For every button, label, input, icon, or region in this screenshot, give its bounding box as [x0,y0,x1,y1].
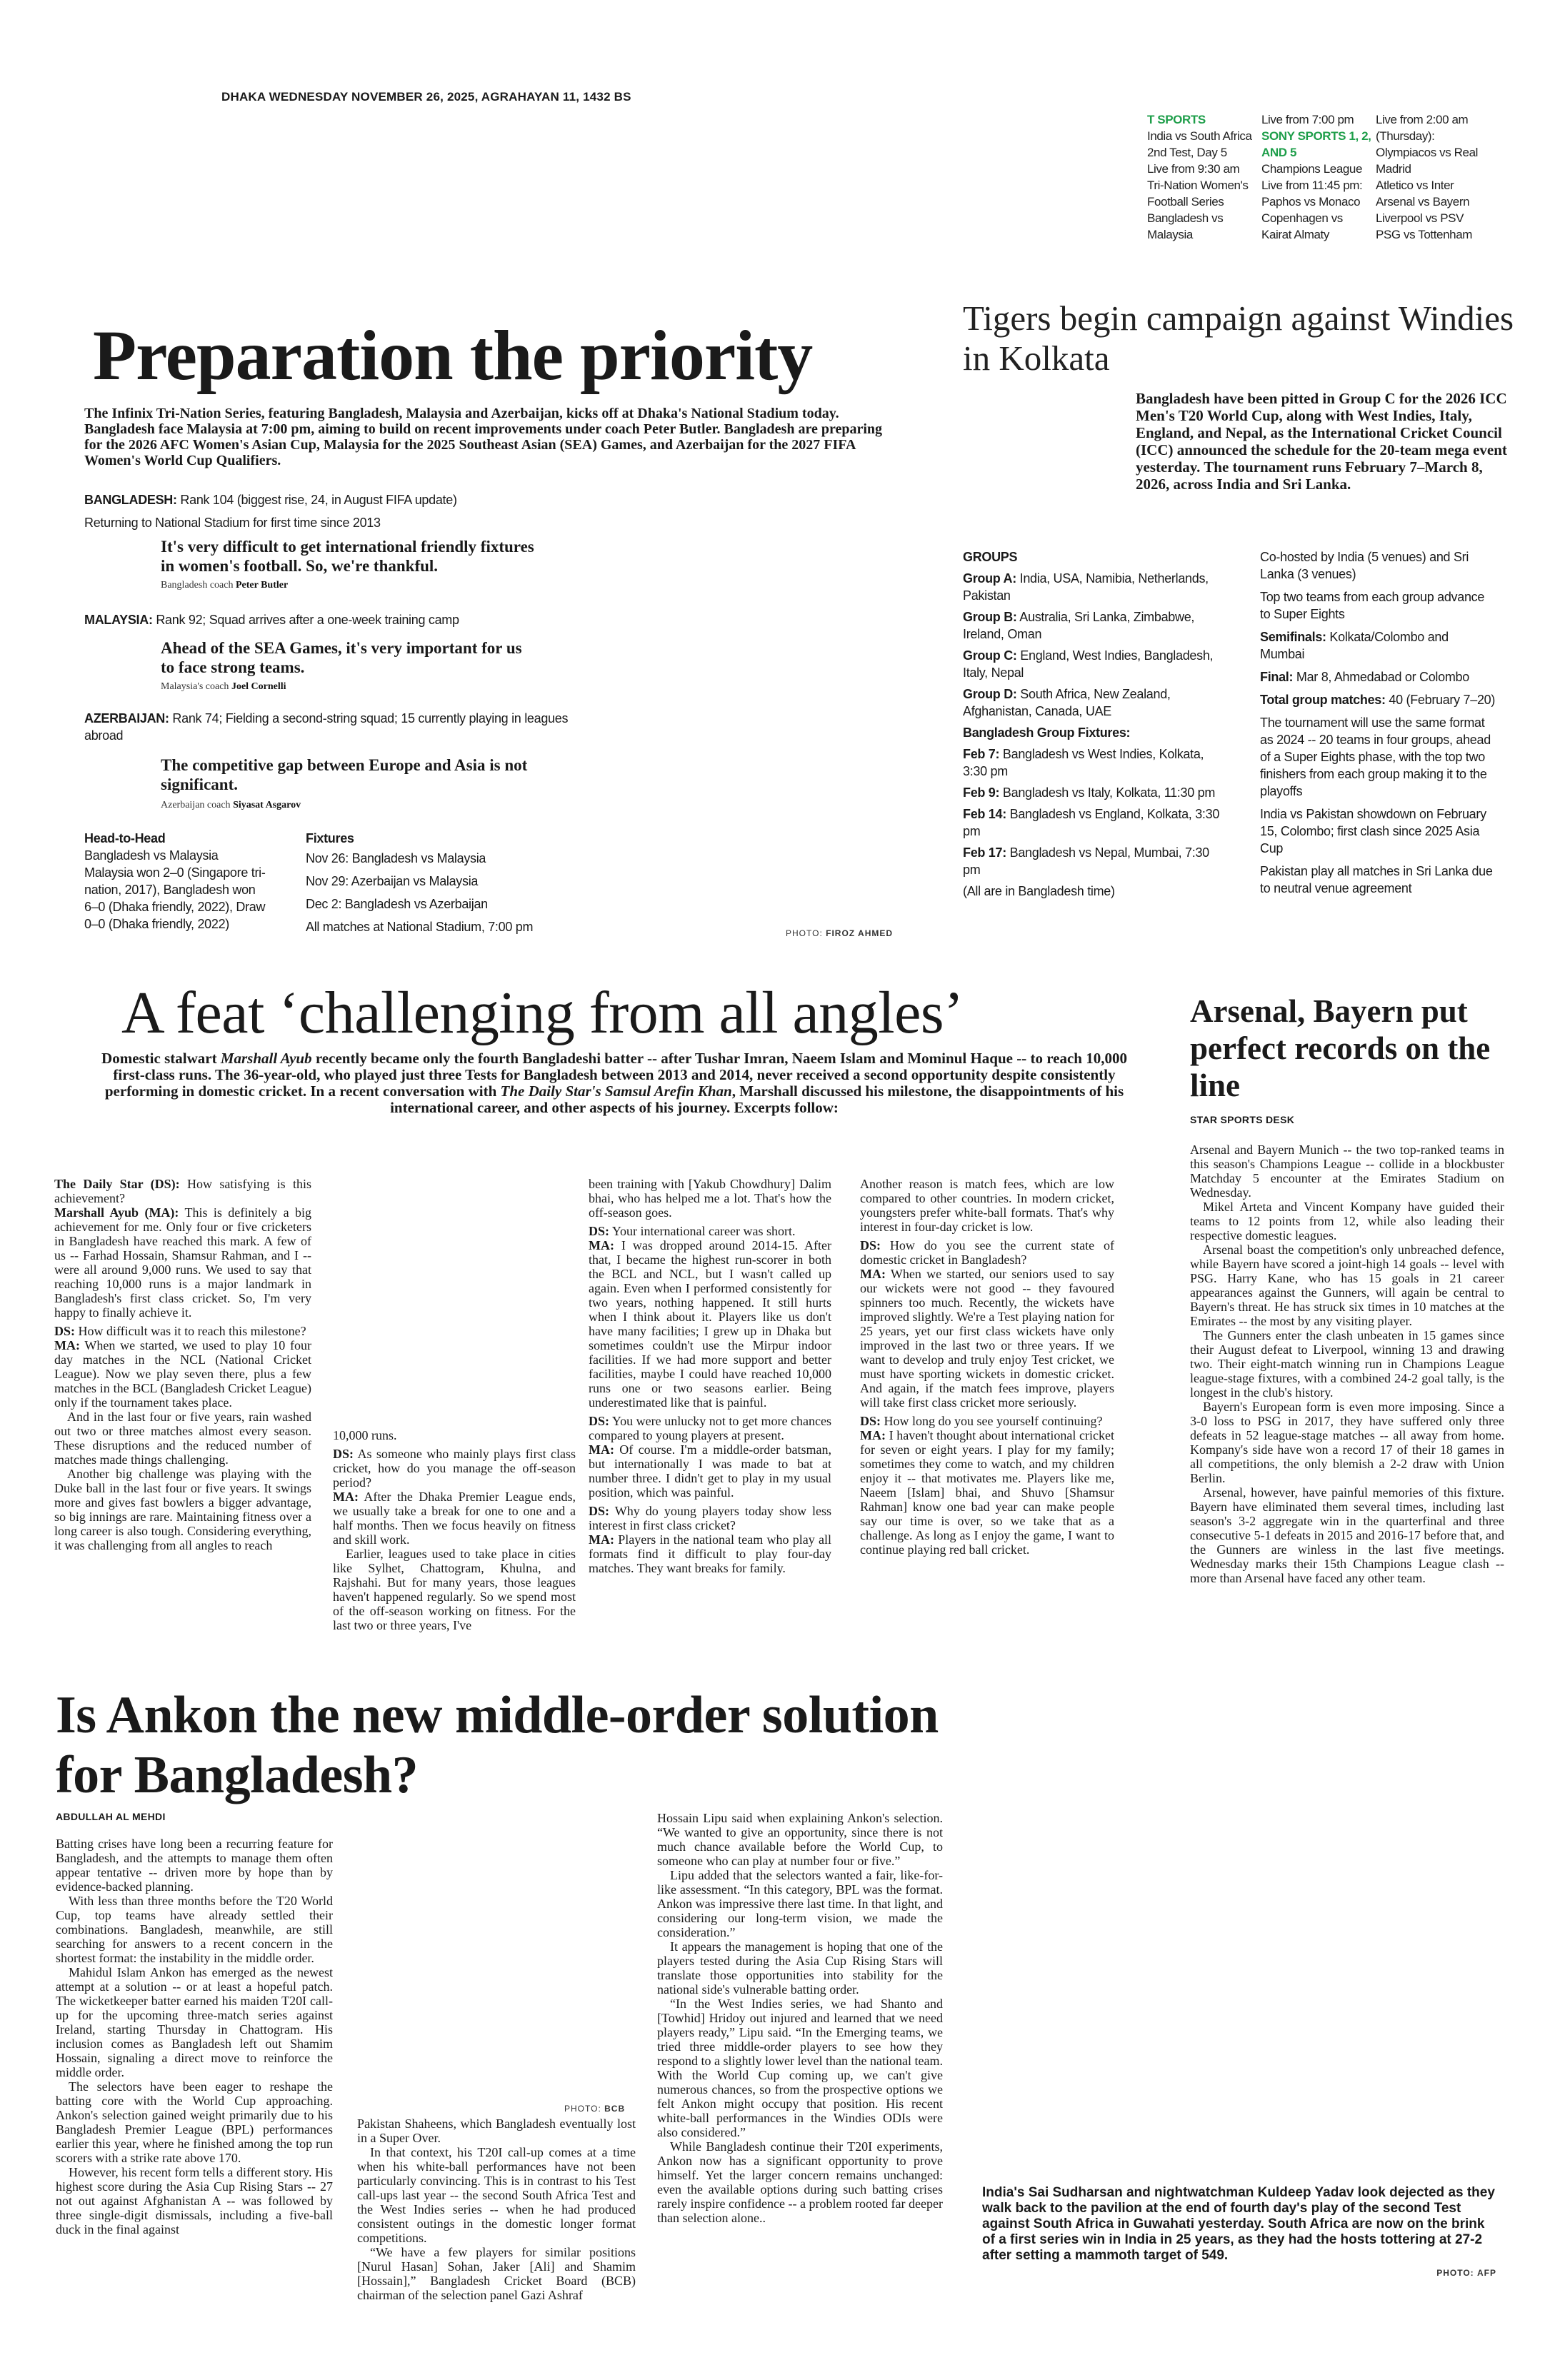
photo-credit [564,2104,625,2114]
paragraph: While Bangladesh continue their T20I experiments, Ankon now has a significant opportunity to prove himself. Yet the larger concern remains unchanged: even the available options during such batting crises rarely inspire confidence -- a problem rooted far deeper than selection alone.. [657,2139,943,2225]
speaker-label: DS: [333,1447,354,1461]
question: Your international career was short. [609,1224,796,1238]
speaker-label: DS: [589,1504,610,1518]
answer-paragraph: And in the last four or five years, rain washed out two or three matches almost every season. These disruptions and the reduced number of matches made things challenging. [54,1410,311,1467]
story5-col-2 [357,2117,636,2302]
tv-line: Copenhagen vs [1261,211,1343,225]
interview-col-2 [333,1428,576,1632]
speaker-label: DS: [589,1414,610,1428]
tv-line: Olympiacos vs Real [1376,146,1479,159]
head-to-head [84,830,270,933]
answer: When we started, we used to play 10 four day matches in the NCL (National Cricket League). Now we play seven there, plus a few matches in the BCL (Bangladesh Cricket League) only if the tournament takes place. [54,1338,311,1410]
answer: This is definitely a big achievement for me. Only four or five cricketers in Bangladesh have reached this mark. A few of us -- Farhad Hossain, Shamsur Rahman, and I -- were all around 9,000 runs. We used to say that reaching 10,000 runs is a major landmark in Bangladesh's first class cricket. So, I'm very happy to finally achieve it. [54,1205,311,1320]
team-stat: Rank 74; Fielding a second-string squad; 15 currently playing in leagues abroad [84,711,569,743]
story3-headline: A feat ‘challenging from all angles’ [121,980,964,1046]
team-stat: Rank 92; Squad arrives after a one-week training camp [152,613,459,627]
speaker-label: MA: [333,1490,359,1504]
story4-headline: Arsenal, Bayern put perfect records on the line [1190,993,1491,1103]
fixture-item: Nov 26: Bangladesh vs Malaysia [306,851,486,865]
story5-col-1 [56,1837,333,2236]
tv-line: India vs South Africa [1147,129,1252,143]
story4-byline: STAR SPORTS DESK [1190,1114,1295,1125]
paragraph: In that context, his T20I call-up comes at a time when his white-ball performances have not been particularly convincing. This is in contrast to his Test call-ups last year -- the second South Africa Test and the West Indies series -- when he had produced consistent outings in the domestic longer format competitions. [357,2145,636,2245]
asgarov-quote: The competitive gap between Europe and Asia is not significant. [161,756,528,793]
fixtures [306,830,591,935]
speaker-label: DS: [589,1224,610,1238]
attr-role: Malaysia's coach [161,681,231,692]
speaker-label: MA: [54,1338,80,1352]
group-teams: England, West Indies, Bangladesh, Italy, Nepal [963,648,1214,680]
h2h-title: Head-to-Head [84,831,166,845]
dek-text: recently became only the fourth Bangladeshi batter -- after Tushar Imran, Naeem Islam and Mominul Haque -- to reach 10,000 first-class runs. The 36-year-old, who played just three Tests for Bangladesh between 2013 and 2014, never received a second opportunity despite consistently performing in domestic cricket. In a recent conversation with [104,1050,1127,1100]
tv-line: Live from 9:30 am [1147,162,1240,176]
interview-col-3 [589,1177,831,1575]
tv-line: Arsenal vs Bayern [1376,195,1470,209]
bangladesh-stat-2: Returning to National Stadium for first time since 2013 [84,516,381,530]
fact-text: 40 (February 7–20) [1385,693,1496,707]
bd-fixtures-title: Bangladesh Group Fixtures: [963,725,1131,740]
answer: Players in the national team who play all formats find it difficult to play four-day matches. They want breaks for family. [589,1532,831,1575]
group-label: Group D: [963,687,1017,701]
paragraph: Pakistan Shaheens, which Bangladesh eventually lost in a Super Over. [357,2117,636,2145]
tv-line: Liverpool vs PSV [1376,211,1464,225]
fixture-date: Feb 7: [963,747,1000,761]
fixtures-note: (All are in Bangladesh time) [963,884,1115,898]
answer-paragraph: Earlier, leagues used to take place in cities like Sylhet, Chattogram, Khulna, and Rajshahi. But for many years, those leagues haven't happened regularly. So we spend most of the off-season working on fitness. For the last two or three years, I've [333,1547,576,1632]
speaker-label: MA: [860,1267,886,1281]
paragraph: With less than three months before the T20 World Cup, top teams have already settled their combinations. Bangladesh, meanwhile, are still searching for answers to a recent concern in the shortest format: the instability in the middle order. [56,1894,333,1965]
fact-label: Final: [1260,670,1294,684]
group-item [963,686,1220,720]
credit-name: AFP [1477,2268,1496,2278]
fact-text: Mar 8, Ahmedabad or Colombo [1293,670,1469,684]
question: How difficult was it to reach this milestone? [75,1324,306,1338]
speaker-label: The Daily Star (DS): [54,1177,180,1191]
credit-label: PHOTO: [1436,2268,1474,2278]
paragraph: The selectors have been eager to reshape the batting core with the World Cup approaching. Ankon's selection gained weight primarily due to his Bangladesh Premier League (BPL) performances earlier this year, where he finished among the top run scorers with a strike rate above 170. [56,2079,333,2165]
tv-line: PSG vs Tottenham [1376,228,1473,241]
answer-paragraph: Another big challenge was playing with the Duke ball in the last four or five years. It swings more and gives fast bowlers a bigger advantage, so big innings are rare. Maintaining fitness over a long career is also tough. Considering everything, it was challenging from all angles to reach [54,1467,311,1552]
dek-text: , Marshall discussed his milestone, the disappointments of his international career, and other aspects of his journey. Excerpts follow: [390,1083,1124,1116]
speaker-label: MA: [589,1532,614,1547]
channel-name: T SPORTS [1147,113,1206,126]
h2h-text: Bangladesh vs Malaysia Malaysia won 2–0 (Singapore tri-nation, 2017), Bangladesh won 6–0 (Dhaka friendly, 2022), Draw 0–0 (Dhaka friendly, 2022) [84,848,266,931]
paragraph: Arsenal boast the competition's only unbreached defence, while Bayern have scored a joint-high 14 goals -- level with PSG. Harry Kane, who has 15 goals in 21 career appearances against the Gunners, will again be central to Bayern's threat. He has struck six times in 10 matches at the Emirates -- the most by any visiting player. [1190,1242,1504,1328]
bd-fixture [963,805,1220,840]
story2-headline: Tigers begin campaign against Windies in Kolkata [963,298,1514,378]
fixture-date: Feb 17: [963,845,1006,860]
group-label: Group A: [963,571,1016,586]
paragraph: Hossain Lipu said when explaining Ankon's selection. “We wanted to give an opportunity, since there is not much chance available before the World Cup, to someone who can play at number four or five.” [657,1811,943,1868]
tv-line: Bangladesh vs [1147,211,1224,225]
attr-name: Siyasat Asgarov [233,800,301,810]
tv-line: Live from 2:00 am [1376,113,1469,126]
speaker-label: Marshall Ayub (MA): [54,1205,179,1220]
fixture-detail: Bangladesh vs West Indies, Kolkata, 3:30 pm [963,747,1204,778]
tv-line: Tri-Nation Women's [1147,179,1249,192]
paragraph: Bayern's European form is even more imposing. Since a 3-0 loss to PSG in 2017, they have suffered only three defeats in 52 league-stage matches -- all away from home. Kompany's side have won a record 17 of their 18 games in all competitions, the only blemish a 2-2 draw with Union Berlin. [1190,1400,1504,1485]
quote-attribution [161,800,301,811]
answer: After the Dhaka Premier League ends, we usually take a break for one to one and a half months. Then we focus heavily on fitness and skill work. [333,1490,576,1547]
answer: When we started, our seniors used to say our wickets were not good -- they favoured spinners too much. Recently, the wickets have improved slightly. We're a Test playing nation for 25 years, yet our first class wickets have only improved in the last two or three years. If we want to develop and truly enjoy Test cricket, we must have sporting wickets in domestic cricket. And again, if the match fees improve, players will take first class cricket more seriously. [860,1267,1114,1410]
paragraph: It appears the management is hoping that one of the players tested during the Asia Cup Rising Stars will translate those opportunities into stability for the national side's vulnerable batting order. [657,1939,943,1997]
answer: Of course. I'm a middle-order batsman, but internationally I was made to bat at number three. I didn't get to play in my usual position, which was painful. [589,1442,831,1500]
tv-line: Atletico vs Inter [1376,179,1454,192]
credit-name: FIROZ AHMED [826,928,894,938]
groups-title: GROUPS [963,550,1018,564]
story1-dek: The Infinix Tri-Nation Series, featuring Bangladesh, Malaysia and Azerbaijan, kicks off at Dhaka's National Stadium today. Bangladesh face Malaysia at 7:00 pm, aiming to build on recent improvements under coach Peter Butler. Bangladesh are preparing for the 2026 AFC Women's Asian Cup, Malaysia for the 2025 Southeast Asian (SEA) Games, and Azerbaijan for the 2027 FIFA Women's World Cup Qualifiers. [84,406,883,468]
paragraph: “In the West Indies series, we had Shanto and [Towhid] Hridoy out injured and learned that we need players ready,” Lipu said. “In the Emerging teams, we tried three middle-order players to see how they respond to a slightly lower level than the national team. With the World Cup coming up, we can't give numerous chances, so from the prospective options we felt Ankon might occupy that position. His recent white-ball performances in the Windies ODIs were also considered.” [657,1997,943,2139]
story4-body [1190,1143,1504,1585]
group-item [963,608,1220,643]
fixture-detail: Bangladesh vs Italy, Kolkata, 11:30 pm [999,785,1216,800]
credit-label: PHOTO: [786,928,823,938]
group-teams: India, USA, Namibia, Netherlands, Pakistan [963,571,1209,603]
group-teams: Australia, Sri Lanka, Zimbabwe, Ireland, Oman [963,610,1195,641]
paragraph: However, his recent form tells a different story. His highest score during the Asia Cup Rising Stars -- 27 not out against Afghanistan A -- was followed by three single-digit dismissals, including a five-ball duck in the final against [56,2165,333,2236]
tv-line: Kairat Almaty [1261,228,1329,241]
tv-line: Paphos vs Monaco [1261,195,1361,209]
fixtures-title: Fixtures [306,831,354,845]
speaker-label: MA: [589,1238,614,1252]
malaysia-stat [84,611,584,628]
tv-line: Madrid [1376,162,1411,176]
photo-credit [982,2265,1496,2281]
question: How satisfying is this achievement? [54,1177,312,1205]
speaker-label: MA: [860,1428,886,1442]
bd-fixture [963,745,1220,780]
bd-fixture [963,844,1220,878]
paragraph: Lipu added that the selectors wanted a fair, like-for-like assessment. “In this category, BPL was the format. Ankon was impressive there last time. In that light, and considering our long-term vision, we made the consideration.” [657,1868,943,1939]
photo-credit [786,928,893,938]
story2-dek: Bangladesh have been pitted in Group C for the 2026 ICC Men's T20 World Cup, along with West Indies, Italy, England, and Nepal, as the International Cricket Council (ICC) announced the schedule for the 20-team mega event yesterday. The tournament runs February 7–March 8, 2026, across India and Sri Lanka. [1136,390,1507,493]
caption-text: India's Sai Sudharsan and nightwatchman Kuldeep Yadav look dejected as they walk back to the pavilion at the end of fourth day's play of the second Test against South Africa in Guwahati yesterday. South Africa are now on the brink of a first series win in India in 25 years, as they had the hosts tottering at 27-2 after setting a mammoth target of 549. [982,2185,1495,2263]
team-stat: Rank 104 (biggest rise, 24, in August FIFA update) [176,493,457,507]
fixture-item: Nov 29: Azerbaijan vs Malaysia [306,874,479,888]
fixture-date: Feb 14: [963,807,1006,821]
fact-label: Semifinals: [1260,630,1326,644]
answer: I haven't thought about international cricket for seven or eight years. I play for my family; sometimes they come to watch, and my children enjoy it -- that motivates me. Players like me, Naeem [Islam] bhai, and Shuvo [Shamsur Rahman] know one bad year can make people say our time is over, so we take that as a challenge. As long as I enjoy the game, I want to continue playing red ball cricket. [860,1428,1114,1557]
tv-line: Champions League [1261,162,1363,176]
group-teams: South Africa, New Zealand, Afghanistan, Canada, UAE [963,687,1171,718]
attr-role: Bangladesh coach [161,580,236,591]
story5-headline: Is Ankon the new middle-order solution for Bangladesh? [56,1686,939,1804]
fixture-item: Dec 2: Bangladesh vs Azerbaijan [306,897,488,911]
answer-paragraph: Another reason is match fees, which are low compared to other countries. In modern cricket, youngsters prefer white-ball formats. That's why interest in four-day cricket is low. [860,1177,1114,1234]
paragraph: Arsenal, however, have painful memories of this fixture. Bayern have eliminated them several times, including last season's 3-2 aggregate win in the quarterfinal and three consecutive 5-1 defeats in 2015 and 2016-17 before that, and the Gunners are winless in the last five meetings. Wednesday marks their 15th Champions League clash -- more than Arsenal have faced any other team. [1190,1485,1504,1585]
group-label: Group B: [963,610,1017,624]
story5-byline: ABDULLAH AL MEHDI [56,1811,166,1822]
speaker-label: DS: [54,1324,76,1338]
paragraph: “We have a few players for similar positions [Nurul Hasan] Sohan, Jaker [Ali] and Shamim [Hossain],” Bangladesh Cricket Board (BCB) chairman of the selection panel Gazi Ashraf [357,2245,636,2302]
fact-item [1260,668,1496,686]
group-label: Group C: [963,648,1017,663]
question: How do you see the current state of domestic cricket in Bangladesh? [860,1238,1114,1267]
answer: I was dropped around 2014-15. After that, I became the highest run-scorer in both the BCL and NCL, but I wasn't called up again. Even when I performed consistently for two years, nothing happened. It still hurts when I think about it. Players like us don't have many facilities; I grew up in Dhaka but sometimes couldn't use the Mirpur indoor facilities. If we had more support and better facilities, maybe I could have reached 10,000 runs one or two seasons earlier. Being underestimated like that is painful. [589,1238,831,1410]
fact-item: India vs Pakistan showdown on February 15, Colombo; first clash since 2025 Asia Cup [1260,807,1486,855]
paragraph: The Gunners enter the clash unbeaten in 15 games since their August defeat to Liverpool, winning 13 and drawing two. Their eight-match winning run in Champions League league-stage fixtures, with a combined 24-2 goal tally, is the longest in the club's history. [1190,1328,1504,1400]
bangladesh-stat [84,491,584,508]
paragraph: Arsenal and Bayern Munich -- the two top-ranked teams in this season's Champions League -- collide in a blockbuster Matchday 5 encounter at the Emirates Stadium on Wednesday. [1190,1143,1504,1200]
tv-schedule [1147,111,1490,243]
bd-fixture [963,784,1220,801]
tv-col-1 [1147,111,1261,243]
tv-line: (Thursday): [1376,129,1435,143]
fact-item: Co-hosted by India (5 venues) and Sri Lanka (3 venues) [1260,550,1469,581]
tv-col-2 [1261,111,1376,243]
credit-label: PHOTO: [564,2104,601,2114]
answer-paragraph: 10,000 runs. [333,1428,397,1442]
speaker-label: MA: [589,1442,614,1457]
groups-list [963,548,1220,900]
attr-name: Peter Butler [235,580,289,591]
interview-col-4 [860,1177,1114,1557]
paragraph: Batting crises have long been a recurring feature for Bangladesh, and the attempts to manage them often appear tentative -- driven more by hope than by evidence-backed planning. [56,1837,333,1894]
fixture-date: Feb 9: [963,785,1000,800]
question: You were unlucky not to get more chances compared to young players at present. [589,1414,831,1442]
butler-quote: It's very difficult to get international friendly fixtures in women's football. So, we're thankful. [161,538,534,575]
question: Why do young players today show less interest in first class cricket? [589,1504,831,1532]
fixture-detail: Bangladesh vs Nepal, Mumbai, 7:30 pm [963,845,1209,877]
fact-item [1260,691,1496,708]
fact-item [1260,628,1496,663]
channel-name: AND 5 [1261,146,1297,159]
fact-item: Top two teams from each group advance to Super Eights [1260,590,1485,621]
cornelli-quote: Ahead of the SEA Games, it's very important for us to face strong teams. [161,639,522,676]
paragraph: Mahidul Islam Ankon has emerged as the newest attempt at a solution -- or at least a hopeful patch. The wicketkeeper batter earned his maiden T20I call-up for the upcoming three-match series against Ireland, starting Thursday in Chattogram. His inclusion comes as Bangladesh left out Shamim Hossain, signaling a direct move to reinforce the middle order. [56,1965,333,2079]
dek-text: Domestic stalwart [101,1050,221,1067]
attr-role: Azerbaijan coach [161,800,234,810]
fact-item: The tournament will use the same format as 2024 -- 20 teams in four groups, ahead of a Super Eights phase, with the top two finishers from each group making it to the playoffs [1260,715,1491,798]
dek-name: Marshall Ayub [220,1050,312,1067]
team-label: BANGLADESH: [84,493,177,507]
tv-col-3 [1376,111,1490,243]
tv-line: Football Series [1147,195,1224,209]
story5-col-3 [657,1811,943,2225]
azerbaijan-stat [84,710,584,744]
tv-line: Live from 11:45 pm: [1261,179,1363,192]
speaker-label: DS: [860,1238,881,1252]
fact-label: Total group matches: [1260,693,1386,707]
story1-headline: Preparation the priority [93,316,813,395]
photo-caption [982,2185,1496,2281]
credit-name: BCB [604,2104,626,2114]
group-item [963,570,1220,604]
channel-name: SONY SPORTS 1, 2, [1261,129,1371,143]
question: As someone who mainly plays first class cricket, how do you manage the off-season period? [333,1447,576,1490]
question: How long do you see yourself continuing? [881,1414,1103,1428]
paragraph: Mikel Arteta and Vincent Kompany have guided their teams to 12 points from 12, while also leading their respective domestic leagues. [1190,1200,1504,1242]
fact-text: Kolkata/Colombo and Mumbai [1260,630,1449,661]
interview-col-1 [54,1177,311,1552]
attr-name: Joel Cornelli [231,681,286,692]
fact-item: Pakistan play all matches in Sri Lanka due to neutral venue agreement [1260,864,1493,895]
speaker-label: DS: [860,1414,881,1428]
quote-attribution [161,681,286,693]
tournament-facts [1260,548,1496,897]
team-label: AZERBAIJAN: [84,711,169,725]
group-item [963,647,1220,681]
team-label: MALAYSIA: [84,613,153,627]
answer-paragraph: been training with [Yakub Chowdhury] Dalim bhai, who has helped me a lot. That's how the off-season goes. [589,1177,831,1220]
dek-publication: The Daily Star's Samsul Arefin Khan [500,1083,732,1100]
tv-line: Malaysia [1147,228,1193,241]
tv-line: 2nd Test, Day 5 [1147,146,1227,159]
dateline: DHAKA WEDNESDAY NOVEMBER 26, 2025, AGRAHAYAN 11, 1432 BS [221,90,631,104]
story3-dek [100,1050,1129,1116]
fixture-detail: Bangladesh vs England, Kolkata, 3:30 pm [963,807,1220,838]
tv-line: Live from 7:00 pm [1261,113,1354,126]
fixture-item: All matches at National Stadium, 7:00 pm [306,920,534,934]
quote-attribution [161,580,288,591]
